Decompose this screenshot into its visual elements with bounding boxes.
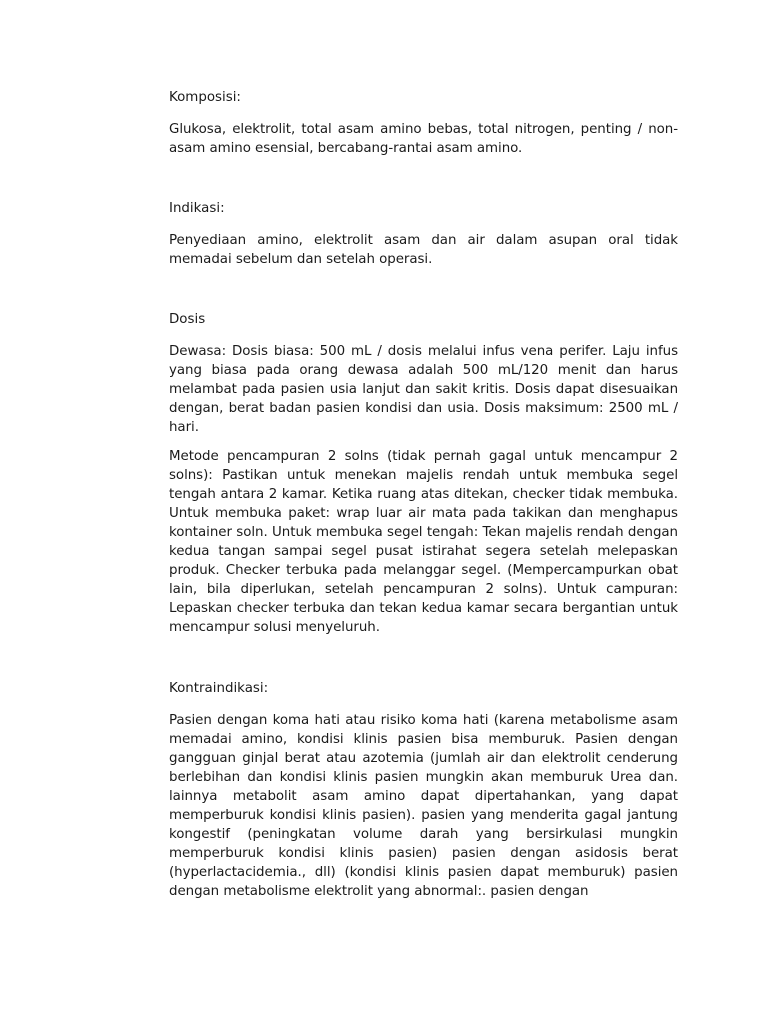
heading-dosis: Dosis [169,312,206,327]
document-page [169,88,678,942]
heading-komposisi: Komposisi: [169,90,241,105]
paragraph-dosis-dewasa: Dewasa: Dosis biasa: 500 mL / dosis melalui infus vena perifer. Laju infus yang biasa pada orang dewasa adalah 500 mL/120 menit dan harus melambat pada pasien usia lanjut dan sakit kritis. Dosis dapat disesuaikan dengan, berat badan pasien kondisi dan usia. Dosis maksimum: 2500 mL / hari. [169,344,678,435]
section-dosis [169,310,678,637]
paragraph-kontraindikasi: Pasien dengan koma hati atau risiko koma hati (karena metabolisme asam memadai amino, kondisi klinis pasien bisa memburuk. Pasien dengan gangguan ginjal berat atau azotemia (jumlah air dan elektrolit cenderung berlebihan dan kondisi klinis pasien mungkin akan memburuk Urea dan. lainnya metabolit asam amino dapat dipertahankan, yang dapat memperburuk kondisi klinis pasien). pasien yang menderita gagal jantung kongestif (peningkatan volume darah yang bersirkulasi mungkin memperburuk kondisi klinis pasien) pasien dengan asidosis berat (hyperlactacidemia., dll) (kondisi klinis pasien dapat memburuk) pasien dengan metabolisme elektrolit yang abnormal:. pasien dengan [169,713,678,899]
paragraph-indikasi: Penyediaan amino, elektrolit asam dan air dalam asupan oral tidak memadai sebelum dan setelah operasi. [169,233,678,267]
section-komposisi [169,88,678,158]
paragraph-komposisi: Glukosa, elektrolit, total asam amino bebas, total nitrogen, penting / non-asam amino esensial, bercabang-rantai asam amino. [169,122,678,156]
section-kontraindikasi [169,679,678,901]
heading-indikasi: Indikasi: [169,201,225,216]
heading-kontraindikasi: Kontraindikasi: [169,681,269,696]
section-indikasi [169,199,678,269]
paragraph-dosis-metode: Metode pencampuran 2 solns (tidak pernah gagal untuk mencampur 2 solns): Pastikan untuk menekan majelis rendah untuk membuka segel tengah antara 2 kamar. Ketika ruang atas ditekan, checker tidak membuka. Untuk membuka paket: wrap luar air mata pada takikan dan menghapus kontainer soln. Untuk membuka segel tengah: Tekan majelis rendah dengan kedua tangan sampai segel pusat istirahat segera setelah melepaskan produk. Checker terbuka pada melanggar segel. (Mempercampurkan obat lain, bila diperlukan, setelah pencampuran 2 solns). Untuk campuran: Lepaskan checker terbuka dan tekan kedua kamar secara bergantian untuk mencampur solusi menyeluruh. [169,449,678,635]
